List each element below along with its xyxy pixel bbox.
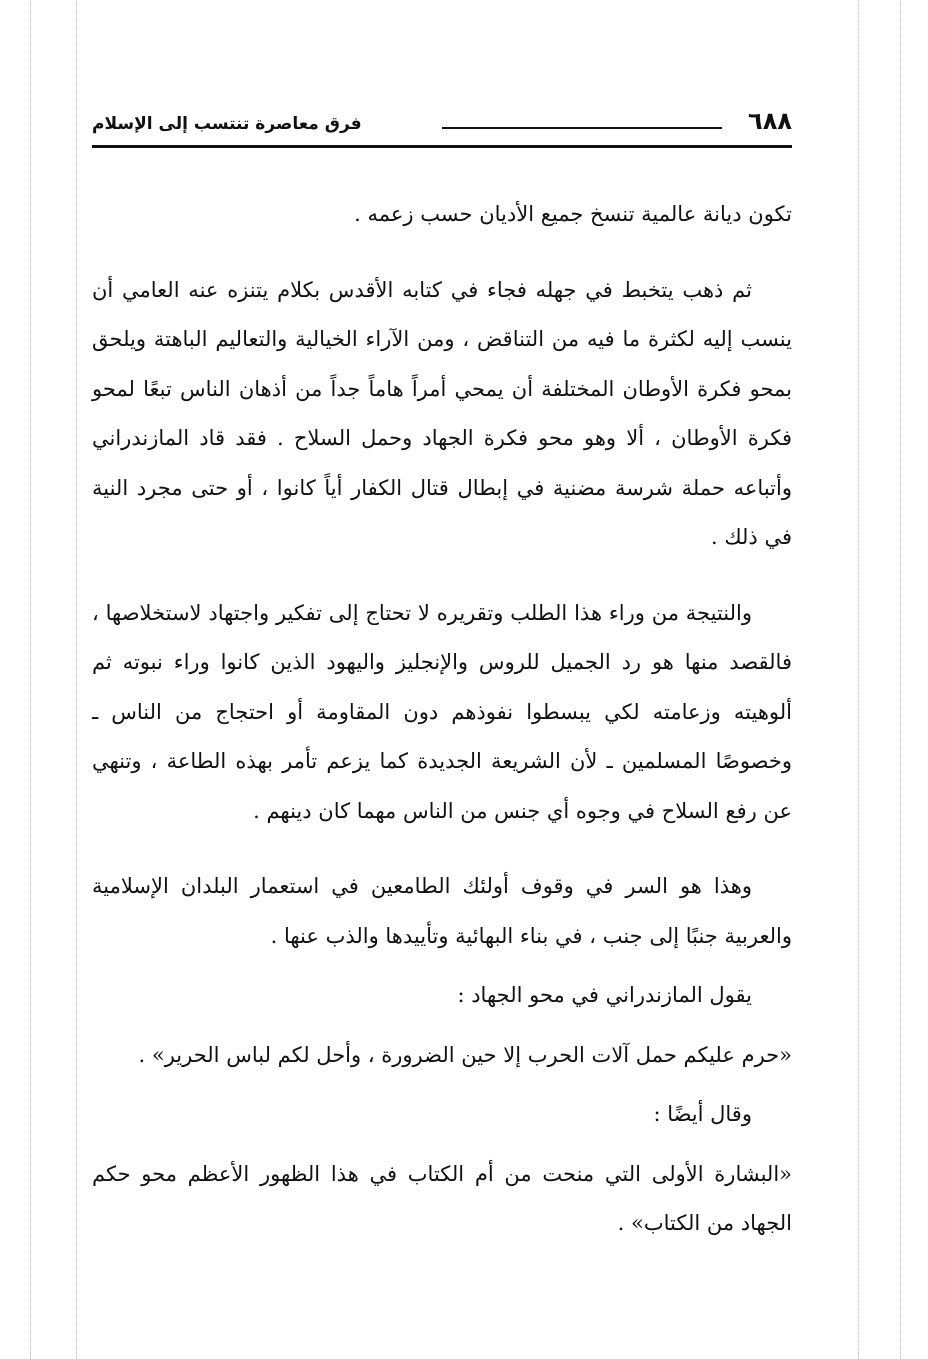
header-rule <box>442 127 722 129</box>
scan-dot-line <box>900 0 901 1359</box>
paragraph: ثم ذهب يتخبط في جهله فجاء في كتابه الأقدس بكلام يتنزه عنه العامي أن ينسب إليه لكثرة ما فيه من التناقض ، ومن الآراء الخيالية والتعاليم الباهتة ويلحق بمحو فكرة الأوطان المختلفة أن يمحي أمراً هاماً جداً من أذهان الناس تبعًا لمحو فكرة الأوطان ، ألا وهو محو فكرة الجهاد وحمل السلاح . فقد قاد المازندراني وأتباعه حملة شرسة مضنية في إبطال قتال الكفار أياً كانوا ، أو حتى مجرد النية في ذلك . <box>92 277 792 549</box>
page-header <box>92 105 792 148</box>
scan-dot-line <box>30 0 31 1359</box>
paragraph: وقال أيضًا : <box>653 1102 752 1126</box>
scan-dot-line <box>76 0 77 1359</box>
scan-dot-line <box>858 0 859 1359</box>
paragraph: وهذا هو السر في وقوف أولئك الطامعين في استعمار البلدان الإسلامية والعربية جنبًا إلى جنب ، في بناء البهائية وتأييدها والذب عنها . <box>92 874 792 948</box>
running-title: فرق معاصرة تنتسب إلى الإسلام <box>92 114 362 134</box>
page-number: ٦٨٨ <box>748 107 792 135</box>
paragraph: تكون ديانة عالمية تنسخ جميع الأديان حسب زعمه . <box>354 202 792 226</box>
quote: «حرم عليكم حمل آلات الحرب إلا حين الضرورة ، وأحل لكم لباس الحرير» . <box>138 1042 792 1067</box>
book-page <box>92 105 792 1259</box>
quote: «البشارة الأولى التي منحت من أم الكتاب في هذا الظهور الأعظم محو حكم الجهاد من الكتاب» . <box>92 1161 792 1235</box>
paragraph: يقول المازندراني في محو الجهاد : <box>457 983 752 1007</box>
page-body <box>92 190 792 1249</box>
paragraph: والنتيجة من وراء هذا الطلب وتقريره لا تحتاج إلى تفكير واجتهاد لاستخلاصها ، فالقصد منها هو رد الجميل للروس والإنجليز واليهود الذين كانوا وراء نبوته ثم ألوهيته وزعامته لكي يبسطوا نفوذهم دون المقاومة أو احتجاج من الناس ـ وخصوصًا المسلمين ـ لأن الشريعة الجديدة كما يزعم تأمر بهذه الطاعة ، وتنهي عن رفع السلاح في وجوه أي جنس من الناس مهما كان دينهم . <box>92 600 792 823</box>
